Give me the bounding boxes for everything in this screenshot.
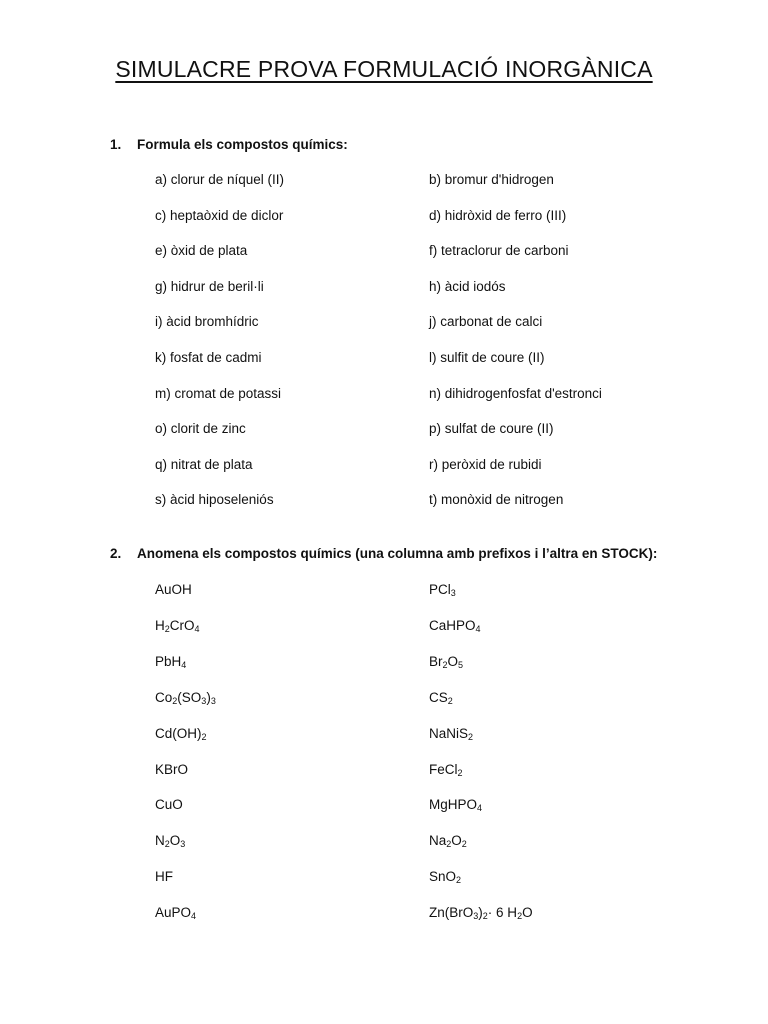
compound-name-item: m) cromat de potassi	[155, 385, 282, 401]
chemical-formula-item: SnO$_2$	[429, 869, 462, 886]
chemical-formula-item: MgHPO$_4$	[429, 797, 483, 814]
page-title	[0, 54, 768, 84]
compound-name-item: p) sulfat de coure (II)	[429, 421, 554, 437]
section-1-number: 1.	[110, 137, 122, 152]
compound-name-item: f) tetraclorur de carboni	[429, 243, 569, 259]
chemical-formula-item: PCl$_3$	[429, 582, 456, 598]
chemical-formula-item: $Zn(BrO_3)_2\cdot 6$ $H_2O$	[429, 905, 533, 922]
page-title-text: SIMULACRE PROVA FORMULACIÓ INORGÀNICA	[115, 56, 653, 82]
chemical-formula-item: $H_2CrO_4$	[155, 617, 200, 634]
chemical-formula-item: $N_2O_3$	[155, 833, 186, 850]
chemical-formula-item: CuO	[155, 797, 183, 813]
chemical-formula-item: PbH$_4$	[155, 653, 187, 670]
chemical-formula-item: $Br_2O_5$	[429, 653, 464, 670]
chemical-formula-item: HF	[155, 869, 173, 885]
chemical-formula-item: $Co_2(SO_3)_3$	[155, 689, 216, 706]
compound-name-item: t) monòxid de nitrogen	[429, 492, 564, 508]
chemical-formula-item: $CS_2$	[429, 689, 453, 706]
chemical-formula-item: CaHPO$_4$	[429, 617, 481, 634]
section-1-heading-text: Formula els compostos químics:	[137, 137, 348, 152]
compound-name-item: o) clorit de zinc	[155, 421, 246, 437]
compound-name-item: d) hidròxid de ferro (III)	[429, 207, 567, 223]
compound-name-item: q) nitrat de plata	[155, 456, 253, 472]
compound-name-item: b) bromur d'hidrogen	[429, 172, 554, 187]
compound-name-item: a) clorur de níquel (II)	[155, 172, 285, 187]
compound-name-item: g) hidrur de beril·li	[155, 278, 264, 294]
chemical-formula-item: $Cd(OH)_2$	[155, 725, 207, 742]
compound-name-item: i) àcid bromhídric	[155, 314, 259, 330]
compound-name-item: s) àcid hiposeleniós	[155, 492, 274, 508]
compound-name-item: n) dihidrogenfosfat d'estronci	[429, 385, 602, 401]
section-2-heading	[110, 545, 657, 563]
compound-name-item: l) sulfit de coure (II)	[429, 350, 545, 365]
chemical-formula-item: NaNiS$_2$	[429, 725, 474, 742]
compound-name-item: j) carbonat de calci	[429, 314, 543, 330]
section-2-number: 2.	[110, 546, 122, 561]
section-1-heading	[110, 136, 348, 154]
section-2-heading-text: Anomena els compostos químics (una columna amb prefixos i l’altra en STOCK):	[137, 546, 658, 561]
compound-name-item: h) àcid iodós	[429, 278, 506, 294]
chemical-formula-item: AuPO$_4$	[155, 905, 197, 922]
chemical-formula-item: $Na_2O_2$	[429, 833, 467, 850]
compound-name-item: e) òxid de plata	[155, 243, 248, 259]
compound-name-item: r) peròxid de rubidi	[429, 456, 542, 472]
compound-name-item: k) fosfat de cadmi	[155, 350, 262, 365]
chemical-formula-item: FeCl$_2$	[429, 761, 463, 778]
chemical-formula-item: KBrO	[155, 761, 189, 777]
compound-name-item: c) heptaòxid de diclor	[155, 207, 284, 223]
chemical-formula-item: AuOH	[155, 582, 192, 597]
